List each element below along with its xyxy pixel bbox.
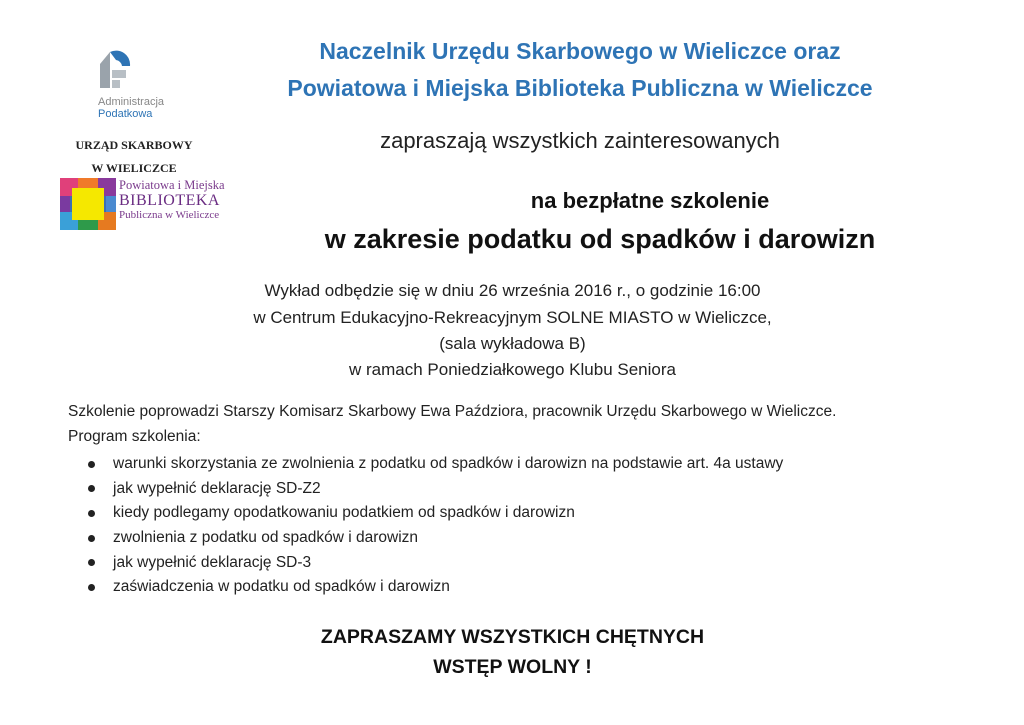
lecture-club: w ramach Poniedziałkowego Klubu Seniora [349, 360, 676, 379]
presenter-text: Szkolenie poprowadzi Starszy Komisarz Skarbowy Ewa Paździora, pracownik Urzędu Skarbowego w Wieliczce. [68, 403, 837, 420]
closing-line1: ZAPRASZAMY WSZYSTKICH CHĘTNYCH [320, 626, 705, 648]
list-item [88, 526, 948, 551]
bullet-icon [88, 584, 95, 591]
subtitle-line2: w zakresie podatku od spadków i darowizn [324, 224, 876, 254]
urzad-line1: URZĄD SKARBOWY [75, 138, 193, 152]
header-title-line2: Powiatowa i Miejska Biblioteka Publiczna w Wieliczce [287, 75, 873, 101]
administracja-podatkowa-text [98, 96, 164, 120]
lib-line1: Powiatowa i Miejska [119, 178, 225, 192]
list-item-text: zaświadczenia w podatku od spadków i darowizn [113, 578, 450, 596]
list-item [88, 501, 948, 526]
program-list [88, 452, 948, 600]
list-item [88, 477, 948, 502]
lecture-venue: w Centrum Edukacyjno-Rekreacyjnym SOLNE MIASTO w Wieliczce, [253, 308, 772, 327]
invite-text: zapraszają wszystkich zainteresowanych [380, 128, 780, 153]
list-item-text: warunki skorzystania ze zwolnienia z podatku od spadków i darowizn na podstawie art. 4a ustawy [113, 455, 784, 473]
administracja-podatkowa-logo-icon [96, 48, 136, 92]
closing-line2: WSTĘP WOLNY ! [433, 656, 592, 678]
lecture-room: (sala wykładowa B) [439, 334, 586, 353]
bullet-icon [88, 485, 95, 492]
list-item-text: zwolnienia z podatku od spadków i darowizn [113, 529, 419, 547]
bullet-icon [88, 559, 95, 566]
list-item [88, 452, 948, 477]
bullet-icon [88, 461, 95, 468]
bullet-icon [88, 535, 95, 542]
list-item [88, 575, 948, 600]
lib-line2: BIBLIOTEKA [119, 192, 220, 209]
urzad-skarbowy-label [64, 134, 204, 180]
ap-line2: Podatkowa [98, 108, 153, 120]
list-item-text: jak wypełnić deklarację SD-3 [113, 553, 312, 571]
lecture-date: Wykład odbędzie się w dniu 26 września 2016 r., o godzinie 16:00 [264, 281, 761, 300]
biblioteka-logo-icon [60, 178, 116, 230]
list-item-text: kiedy podlegamy opodatkowaniu podatkiem od spadków i darowizn [113, 504, 575, 522]
subtitle-line1: na bezpłatne szkolenie [530, 188, 770, 213]
ap-line1: Administracja [98, 96, 165, 108]
program-label: Program szkolenia: [68, 428, 201, 445]
urzad-line2: W WIELICZCE [91, 161, 177, 175]
list-item [88, 550, 948, 575]
bullet-icon [88, 510, 95, 517]
list-item-text: jak wypełnić deklarację SD-Z2 [113, 479, 321, 497]
lib-line3: Publiczna w Wieliczce [119, 209, 220, 221]
header-title-line1: Naczelnik Urzędu Skarbowego w Wieliczce oraz [319, 38, 841, 64]
biblioteka-logo-text [119, 178, 249, 223]
